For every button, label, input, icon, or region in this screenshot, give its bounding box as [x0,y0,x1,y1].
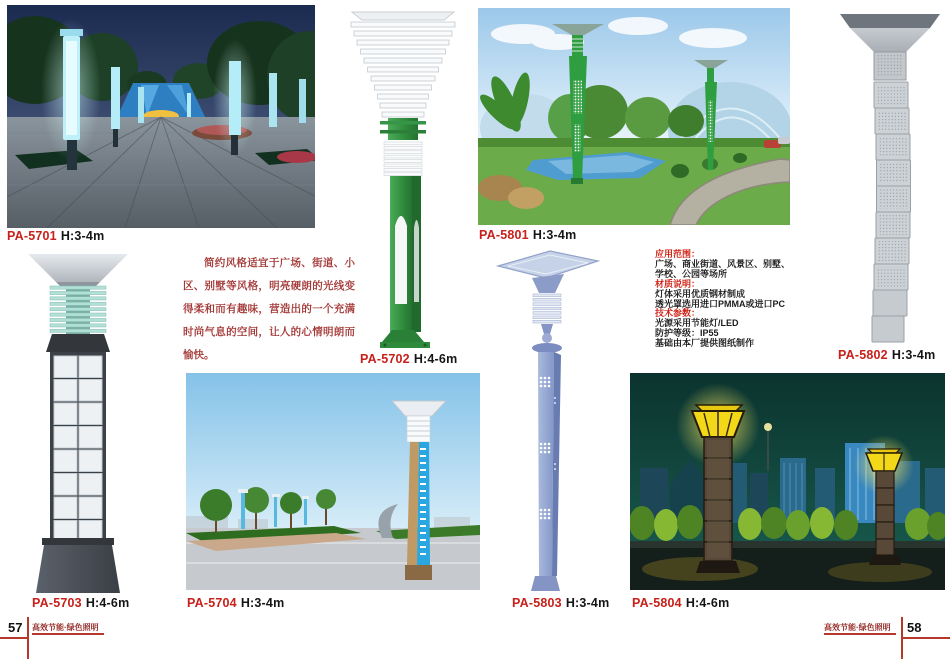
product-height: H:3-4m [240,596,285,610]
render-pa5702-green-pole [340,4,466,350]
spec-tech-title: 技术参数： [655,308,701,319]
plaza-illustration [186,373,480,590]
spec-tech-line: 光源采用节能灯/LED [655,318,739,329]
product-label-pa5701 [7,229,104,243]
product-height: H:4-6m [413,352,458,366]
night-city-illustration [630,373,945,590]
product-code: PA-5801 [479,228,529,242]
product-height: H:4-6m [685,596,730,610]
photo-pa5804-night-city [630,373,945,590]
product-label-pa5803 [512,596,609,610]
photo-pa5801-park [478,8,790,225]
product-code: PA-5802 [838,348,888,362]
product-code: PA-5702 [360,352,410,366]
product-code: PA-5703 [32,596,82,610]
footer-hline-left [0,637,27,639]
footer-slogan-right: 高效节能·绿色照明 [824,623,891,632]
glassblock-pole-drawing [18,250,138,594]
photo-pa5701-night-plaza [7,5,315,228]
spec-material-line: 灯体采用优质钢材制成 [655,288,746,299]
photo-pa5704-plaza [186,373,480,590]
product-height: H:3-4m [532,228,577,242]
spec-material-title: 材质说明： [655,278,701,289]
product-height: H:3-4m [891,348,936,362]
product-code: PA-5803 [512,596,562,610]
spec-block [655,250,850,349]
product-code: PA-5704 [187,596,237,610]
spec-application-line: 广场、商业街道、风景区、别墅、 [655,258,791,269]
product-height: H:4-6m [85,596,130,610]
product-code: PA-5701 [7,229,57,243]
render-pa5803-blue-pole [492,246,604,592]
product-height: H:3-4m [60,229,105,243]
park-illustration [478,8,790,225]
product-label-pa5802 [838,348,935,362]
product-label-pa5702 [360,352,457,366]
style-description-paragraph: 简约风格适宜于广场、街道、小区、别墅等风格，明亮硬朗的光线变得柔和而有趣味，营造出的一个充满时尚气息的空间，让人的心情明朗而愉快。 [183,257,355,361]
product-label-pa5804 [632,596,729,610]
footer-slogan-underline-left [32,633,104,635]
footer-slogan-underline-right [824,633,896,635]
product-height: H:3-4m [565,596,610,610]
spec-tech-line: 基础由本厂提供图纸制作 [655,338,755,349]
page-number-right: 58 [907,620,922,635]
blue-pole-drawing [492,246,604,592]
product-label-pa5703 [32,596,129,610]
footer-slogan-left: 高效节能·绿色照明 [32,623,99,632]
render-pa5703-glassblock-pole [18,250,138,594]
spec-application-line: 学校、公园等场所 [655,268,728,279]
footer-vline-left [27,617,29,659]
spec-tech-line: 防护等级：IP55 [655,328,719,339]
product-label-pa5704 [187,596,284,610]
product-code: PA-5804 [632,596,682,610]
spec-application-title: 应用范围： [655,249,701,259]
green-pole-drawing [340,4,466,350]
spec-material-line: 透光罩选用进口PMMA或进口PC [655,298,785,309]
footer-hline-right [901,637,950,639]
product-label-pa5801 [479,228,576,242]
page-number-left: 57 [8,620,23,635]
night-plaza-illustration [7,5,315,228]
